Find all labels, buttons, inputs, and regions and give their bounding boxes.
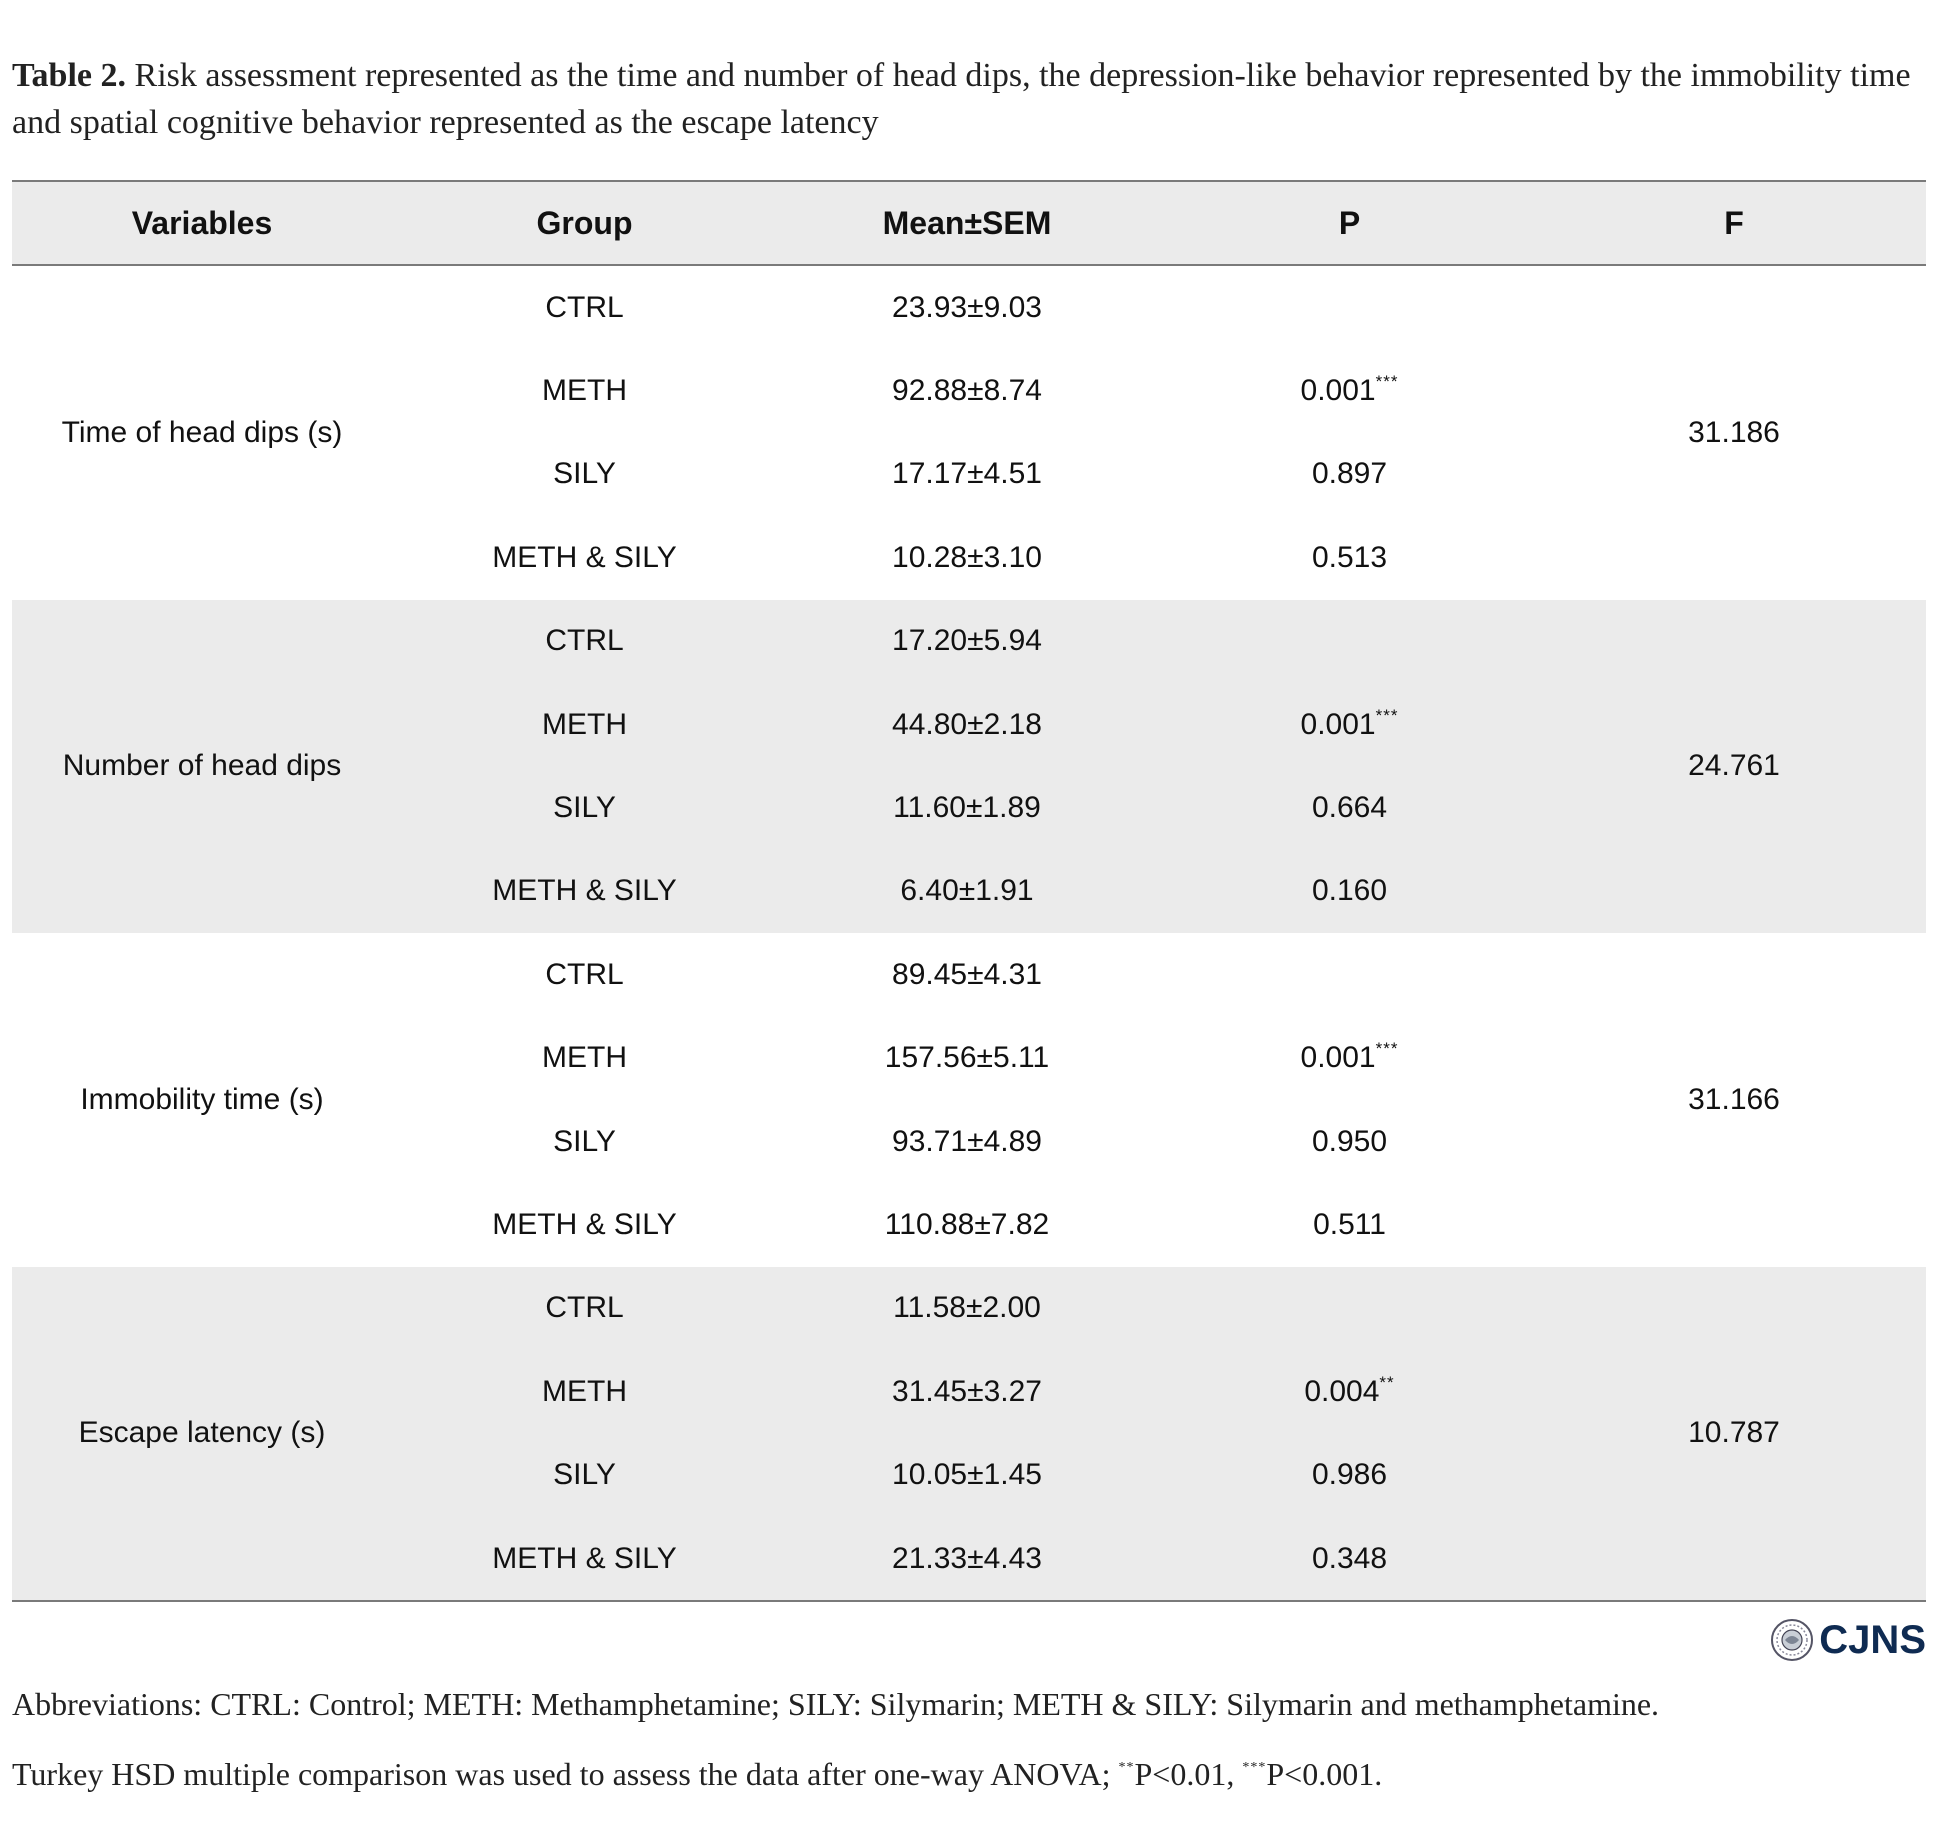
p-value-cell bbox=[1157, 1517, 1542, 1601]
group-cell: METH & SILY bbox=[392, 850, 777, 933]
mean-sem-cell: 21.33±4.43 bbox=[777, 1517, 1157, 1601]
sig3-mark: *** bbox=[1242, 1760, 1267, 1775]
header-mean-sem: Mean±SEM bbox=[777, 181, 1157, 265]
variable-cell: Number of head dips bbox=[12, 600, 392, 934]
p-value: 0.004 bbox=[1304, 1374, 1380, 1408]
mean-sem-cell: 157.56±5.11 bbox=[884, 1041, 1050, 1075]
group-cell: CTRL bbox=[545, 957, 624, 991]
group-cell: METH bbox=[392, 683, 777, 766]
p-value: 0.664 bbox=[1311, 791, 1388, 825]
variable-cell: Time of head dips (s) bbox=[61, 415, 343, 449]
group-cell: SILY bbox=[392, 766, 777, 849]
table-label: Table 2. bbox=[12, 57, 127, 94]
table-row bbox=[12, 265, 1926, 349]
p-value: 0.897 bbox=[1311, 457, 1388, 491]
logo-text: CJNS bbox=[1819, 1617, 1926, 1662]
p-value: 0.348 bbox=[1311, 1541, 1388, 1575]
sig2-text: P<0.01, bbox=[1134, 1756, 1243, 1792]
mean-sem-cell: 110.88±7.82 bbox=[884, 1207, 1050, 1241]
p-value: 0.950 bbox=[1311, 1124, 1388, 1158]
p-value-cell bbox=[1157, 516, 1542, 599]
group-cell: METH bbox=[392, 1350, 777, 1433]
table-row bbox=[12, 600, 1926, 683]
p-value-cell bbox=[1157, 1350, 1542, 1433]
p-value-cell bbox=[1157, 349, 1542, 432]
p-value-cell bbox=[1157, 766, 1542, 849]
mean-sem-cell: 11.58±2.00 bbox=[777, 1267, 1157, 1350]
sig2-mark: ** bbox=[1118, 1760, 1135, 1775]
p-value-cell bbox=[1157, 1433, 1542, 1516]
group-cell: SILY bbox=[392, 1433, 777, 1516]
mean-sem-cell: 93.71±4.89 bbox=[892, 1124, 1042, 1158]
mean-sem-cell: 6.40±1.91 bbox=[777, 850, 1157, 933]
mean-sem-cell: 11.60±1.89 bbox=[777, 766, 1157, 849]
significance-mark: *** bbox=[1375, 1039, 1399, 1059]
mean-sem-cell: 92.88±8.74 bbox=[892, 374, 1042, 408]
group-cell: METH & SILY bbox=[492, 1207, 677, 1241]
p-value-cell bbox=[1157, 433, 1542, 516]
journal-logo bbox=[1770, 1616, 1926, 1664]
f-value-cell: 31.166 bbox=[1688, 1082, 1780, 1116]
table-row bbox=[12, 1267, 1926, 1350]
p-value-cell bbox=[1157, 1183, 1542, 1266]
table-row bbox=[12, 933, 1926, 1016]
significance-mark: *** bbox=[1375, 705, 1399, 725]
group-cell: METH & SILY bbox=[392, 1517, 777, 1601]
p-value: 0.001 bbox=[1300, 1041, 1376, 1075]
p-value: 0.001 bbox=[1300, 707, 1376, 741]
header-group: Group bbox=[392, 181, 777, 265]
header-variables: Variables bbox=[12, 181, 392, 265]
journal-seal-icon bbox=[1770, 1618, 1814, 1662]
significance-mark: *** bbox=[1375, 372, 1399, 392]
p-value: 0.513 bbox=[1311, 540, 1388, 574]
header-p: P bbox=[1157, 181, 1542, 265]
group-cell: CTRL bbox=[392, 600, 777, 683]
p-value-cell bbox=[1157, 1100, 1542, 1183]
p-value-cell bbox=[1157, 683, 1542, 766]
mean-sem-cell: 23.93±9.03 bbox=[892, 290, 1042, 324]
group-cell: METH & SILY bbox=[492, 540, 677, 574]
p-value-cell bbox=[1157, 600, 1542, 683]
significance-mark: ** bbox=[1379, 1372, 1395, 1392]
group-cell: METH bbox=[542, 1041, 627, 1075]
abbreviations-footnote: Abbreviations: CTRL: Control; METH: Methamphetamine; SILY: Silymarin; METH & SILY: Silymarin and methamphetamine. bbox=[12, 1686, 1660, 1722]
p-value: 0.986 bbox=[1311, 1458, 1388, 1492]
group-cell: SILY bbox=[553, 1124, 616, 1158]
sig3-text: P<0.001. bbox=[1266, 1756, 1383, 1792]
group-cell: METH bbox=[542, 374, 627, 408]
table-body bbox=[12, 265, 1926, 1601]
mean-sem-cell: 17.20±5.94 bbox=[777, 600, 1157, 683]
variable-cell: Immobility time (s) bbox=[80, 1082, 324, 1116]
f-value-cell: 24.761 bbox=[1542, 600, 1926, 934]
results-table bbox=[12, 180, 1926, 1602]
p-value: 0.160 bbox=[1311, 874, 1388, 908]
p-value-cell bbox=[1157, 1017, 1542, 1100]
caption-text: Risk assessment represented as the time and number of head dips, the depression-like behavior represented by the immobility time and spatial cognitive behavior represented as the escape latency bbox=[12, 57, 1911, 141]
mean-sem-cell: 31.45±3.27 bbox=[777, 1350, 1157, 1433]
p-value: 0.511 bbox=[1313, 1207, 1386, 1241]
table-caption bbox=[12, 52, 1932, 146]
p-value-cell bbox=[1157, 265, 1542, 349]
group-cell: SILY bbox=[553, 457, 616, 491]
mean-sem-cell: 10.28±3.10 bbox=[892, 540, 1042, 574]
header-f: F bbox=[1542, 181, 1926, 265]
f-value-cell: 10.787 bbox=[1542, 1267, 1926, 1602]
header-row bbox=[12, 181, 1926, 265]
p-value: 0.001 bbox=[1300, 374, 1376, 408]
p-value-cell bbox=[1157, 1267, 1542, 1350]
variable-cell: Escape latency (s) bbox=[12, 1267, 392, 1602]
mean-sem-cell: 44.80±2.18 bbox=[777, 683, 1157, 766]
group-cell: CTRL bbox=[392, 1267, 777, 1350]
statistics-text: Turkey HSD multiple comparison was used to assess the data after one-way ANOVA; bbox=[12, 1756, 1119, 1792]
f-value-cell: 31.186 bbox=[1688, 415, 1780, 449]
results-table-container bbox=[12, 180, 1926, 1602]
mean-sem-cell: 17.17±4.51 bbox=[892, 457, 1042, 491]
statistics-footnote bbox=[12, 1754, 1942, 1794]
p-value-cell bbox=[1157, 850, 1542, 933]
mean-sem-cell: 10.05±1.45 bbox=[777, 1433, 1157, 1516]
mean-sem-cell: 89.45±4.31 bbox=[892, 957, 1042, 991]
group-cell: CTRL bbox=[545, 290, 624, 324]
p-value-cell bbox=[1157, 933, 1542, 1016]
